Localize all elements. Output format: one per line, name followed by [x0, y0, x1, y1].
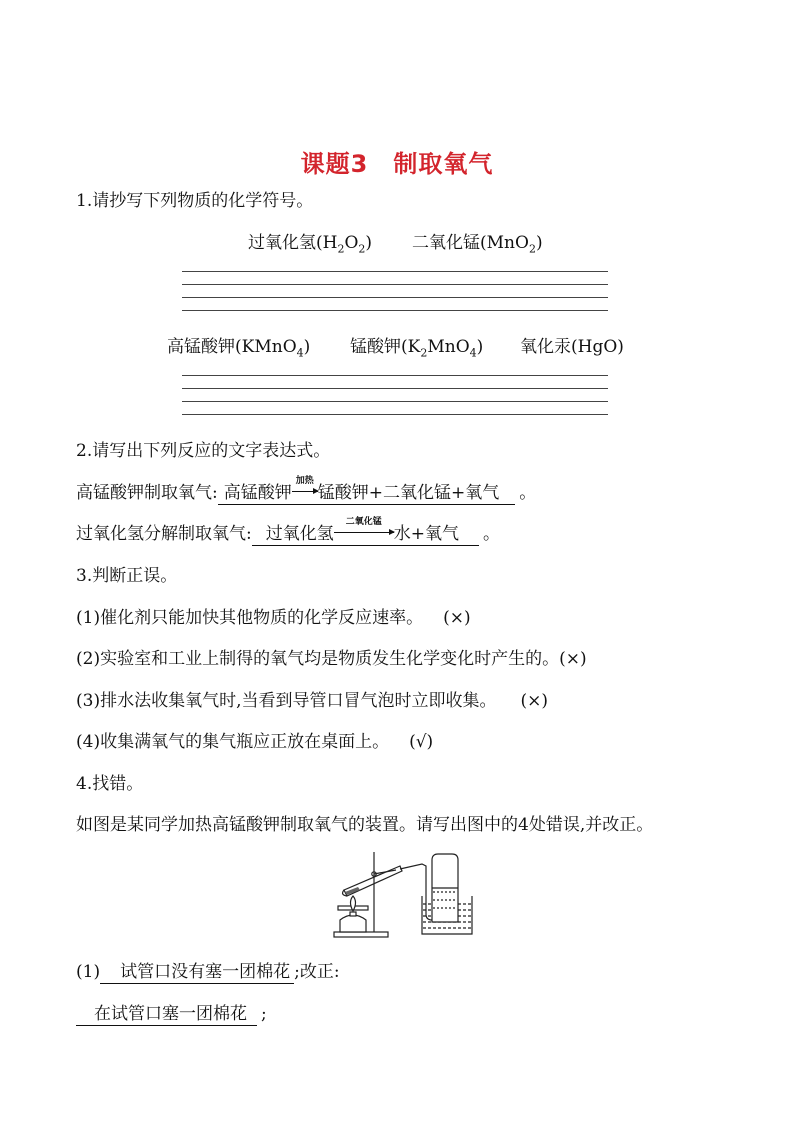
writing-line	[182, 375, 608, 376]
formula-mno2: 二氧化锰(MnO$_2$)	[412, 233, 543, 256]
oxygen-apparatus-diagram	[326, 848, 476, 942]
q2-prompt: 2.请写出下列反应的文字表达式。	[76, 441, 331, 461]
writing-line	[182, 388, 608, 389]
answer-1-fix: 在试管口塞一团棉花 ;	[76, 1003, 267, 1026]
formula-hgo: 氧化汞(HgO)	[520, 337, 624, 357]
q3-prompt: 3.判断正误。	[76, 566, 178, 586]
writing-line	[182, 271, 608, 272]
formula-h2o2: 过氧化氢$(H_2O_2)$	[248, 233, 373, 256]
page-title: 课题3 制取氧气	[300, 150, 494, 178]
answer-1-error: (1) 试管口没有塞一团棉花 ;改正:	[76, 962, 340, 982]
judgement-item-2: (2)实验室和工业上制得的氧气均是物质发生化学变化时产生的。(×)	[76, 649, 587, 669]
q4-description: 如图是某同学加热高锰酸钾制取氧气的装置。请写出图中的4处错误,并改正。	[76, 815, 654, 835]
q4-prompt: 4.找错。	[76, 774, 144, 794]
writing-line	[182, 284, 608, 285]
writing-line	[182, 401, 608, 402]
judgement-item-1: (1)催化剂只能加快其他物质的化学反应速率。 (×)	[76, 608, 471, 628]
q1-prompt: 1.请抄写下列物质的化学符号。	[76, 191, 314, 211]
judgement-item-3: (3)排水法收集氧气时,当看到导管口冒气泡时立即收集。 (×)	[76, 691, 548, 711]
writing-line	[182, 414, 608, 415]
formula-k2mno4: 锰酸钾$(K_2MnO_4)$	[350, 337, 484, 360]
reaction-2: 过氧化氢分解制取氧气: 过氧化氢 二氧化锰 水+氧气 。	[76, 517, 500, 544]
reaction-1: 高锰酸钾制取氧气: 高锰酸钾 加热 锰酸钾+二氧化锰+氧气 。	[76, 476, 537, 503]
formula-kmno4: 高锰酸钾(KMnO$_4$)	[167, 337, 311, 360]
writing-line	[182, 297, 608, 298]
writing-line	[182, 310, 608, 311]
judgement-item-4: (4)收集满氧气的集气瓶应正放在桌面上。 (√)	[76, 732, 434, 752]
